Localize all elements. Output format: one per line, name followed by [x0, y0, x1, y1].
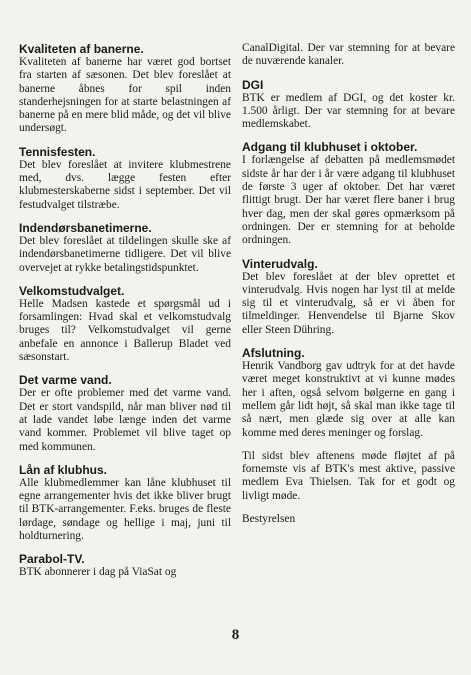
- section-paragraph: Til sidst blev aftenens møde fløjtet af på fornemste vis af BTK's mest aktive, passive medlem Eva Thielsen. Tak for et godt og livligt møde.: [242, 449, 455, 502]
- signature-board: Bestyrelsen: [242, 513, 296, 526]
- section-dgi: [242, 78, 455, 132]
- section-heading: Tennisfesten.: [19, 144, 96, 159]
- section-heading: Lån af klubhus.: [19, 462, 108, 477]
- page-number: 8: [231, 627, 240, 643]
- section-paragraph: BTK abonnerer i dag på ViaSat og: [19, 566, 177, 579]
- section-paragraph: Kvaliteten af banerne har været god bortset fra starten af sæsonen. Det blev foreslået at banerne åbnes for spil inden standerhejsningen for at starte belastningen af banerne på en mere blid måde, og det vil blive undersøgt.: [19, 56, 231, 135]
- left-column: [19, 42, 231, 589]
- section-hot-water: [19, 373, 231, 453]
- section-court-quality: [19, 42, 231, 136]
- section-paragraph: Der er ofte problemer med det varme vand. Det er stort vandspild, når man bliver nød til at lade vandet løbe længe inden det varme vand kommer. Problemet vil blive taget op med kommunen.: [19, 387, 231, 453]
- section-heading: Vinterudvalg.: [242, 256, 318, 271]
- section-heading: Det varme vand.: [19, 373, 112, 388]
- section-heading: Kvaliteten af banerne.: [19, 42, 144, 56]
- section-paragraph: Det blev foreslået at tildelingen skulle ske af indendørsbanetimerne tidligere. Det vil blive overvejet at rykke betalingstidspunktet.: [19, 234, 231, 274]
- section-paragraph: I forlængelse af debatten på medlemsmødet sidste år har der i år være adgang til klubhuset de første 3 uger af oktober. Det har været flittigt brugt. Der har været flere baner i brug hver dag, men der skal gøres opmærksom på ordningen. Der er stemning for at beholde ordningen.: [242, 154, 455, 247]
- section-paragraph: Det blev foreslået at der blev oprettet et vinterudvalg. Hvis nogen har lyst til at melde sig til et vinterudvalg, så er vi åben for tilmeldinger. Henvendelse til Bjarne Skov eller Steen Dühring.: [242, 270, 455, 336]
- section-paragraph: Helle Madsen kastede et spørgsmål ud i forsamlingen: Hvad skal et velkomstudvalg bruges til? Velkomstudvalget vil gerne anbefale en annonce i Ballerup Bladet ved sæsonstart.: [19, 297, 231, 364]
- section-paragraph: CanalDigital. Der var stemning for at bevare de nuværende kanaler.: [242, 42, 455, 68]
- section-welcome-committee: [19, 284, 231, 364]
- right-column: [242, 42, 455, 535]
- section-paragraph: Henrik Vandborg gav udtryk for at det havde været meget konstruktivt at vi kunne mødes her i aften, også selvom bølgerne en gang i mellem går lidt højt, så skal man ikke tage til så nært, men glæde sig over at alle kan komme med deres meninger og forslag.: [242, 360, 455, 439]
- section-satellite-tv: [19, 552, 231, 579]
- section-clubhouse-access: [242, 140, 455, 247]
- section-heading: Parabol-TV.: [19, 552, 85, 567]
- section-indoor-court-hours: [19, 221, 231, 275]
- section-heading: Afslutning.: [242, 346, 305, 361]
- section-paragraph: Det blev foreslået at invitere klubmestrene med, dvs. lægge festen efter klubmesterskaberne sidst i september. Det vil festudvalget tilstræbe.: [19, 158, 231, 211]
- section-heading: Velkomstudvalget.: [19, 283, 125, 298]
- section-paragraph: BTK er medlem af DGI, og det koster kr. 1.500 årligt. Der var stemning for at bevare medlemskabet.: [242, 91, 455, 131]
- section-satellite-tv-continued: [242, 42, 455, 69]
- section-tennis-party: [19, 145, 231, 212]
- section-closing: [242, 346, 455, 526]
- section-clubhouse-loan: [19, 463, 231, 543]
- section-winter-committee: [242, 257, 455, 337]
- section-paragraph: Alle klubmedlemmer kan låne klubhuset til egne arrangementer hvis det ikke bliver brugt til BTK-arrangementer. F.eks. bruges de fleste lørdage, søndage og helligе i maj, juni til holdturnering.: [19, 476, 231, 543]
- section-heading: Indendørsbanetimerne.: [19, 220, 152, 235]
- section-heading: Adgang til klubhuset i oktober.: [242, 140, 418, 155]
- section-heading: DGI: [242, 77, 264, 92]
